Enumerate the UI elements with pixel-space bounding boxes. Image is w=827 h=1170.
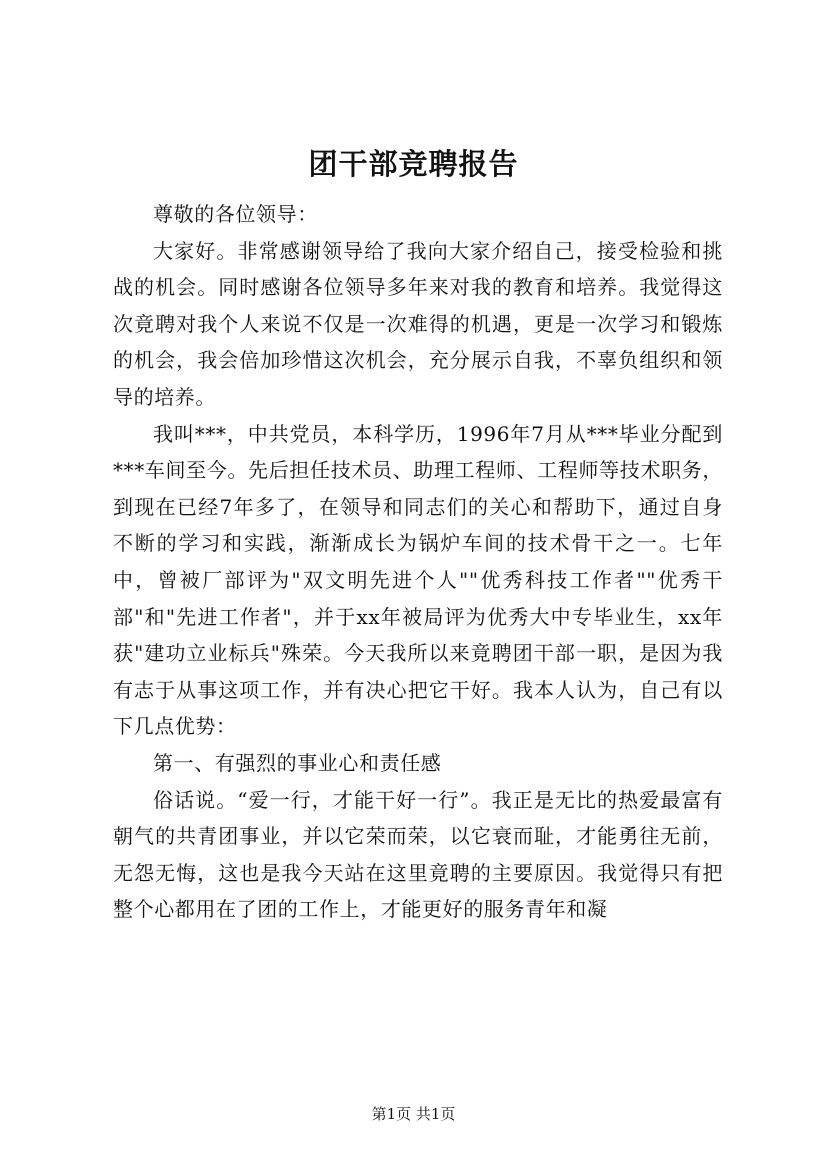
section-heading: 第一、有强烈的事业心和责任感 — [153, 750, 442, 775]
document-title: 团干部竞聘报告 — [308, 147, 519, 181]
paragraph-introduction: 我叫***，中共党员，本科学历，1996年7月从***毕业分配到***车间至今。先后担任技术员、助理工程师、工程师等技术职务，到现在已经7年多了，在领导和同志们的关心和帮助下，通过自身不断的学习和实践，渐渐成长为锅炉车间的技术骨干之一。七年中，曾被厂部评为"双文明先进个人""优秀科技工作者""优秀干部"和"先进工作者"，并于xx年被局评为优秀大中专毕业生，xx年获"建功立业标兵"殊荣。今天我所以来竟聘团干部一职，是因为我有志于从事这项工作，并有决心把它干好。我本人认为，自己有以下几点优势： — [113, 421, 723, 739]
document-body — [113, 196, 723, 928]
salutation: 尊敬的各位领导： — [153, 202, 318, 226]
page-footer: 第1页 共1页 — [371, 1105, 456, 1123]
paragraph-section-one: 俗话说。“爱一行，才能干好一行”。我正是无比的热爱最富有朝气的共青团事业，并以它荣而荣，以它衰而耻，才能勇往无前，无怨无悔，这也是我今天站在这里竟聘的主要原因。我觉得只有把整个心都用在了团的工作上，才能更好的服务青年和凝 — [113, 787, 723, 922]
paragraph-greeting: 大家好。非常感谢领导给了我向大家介绍自己，接受检验和挑战的机会。同时感谢各位领导多年来对我的教育和培养。我觉得这次竟聘对我个人来说不仅是一次难得的机遇，更是一次学习和锻炼的机会，我会倍加珍惜这次机会，充分展示自我，不辜负组织和领导的培养。 — [113, 238, 723, 409]
